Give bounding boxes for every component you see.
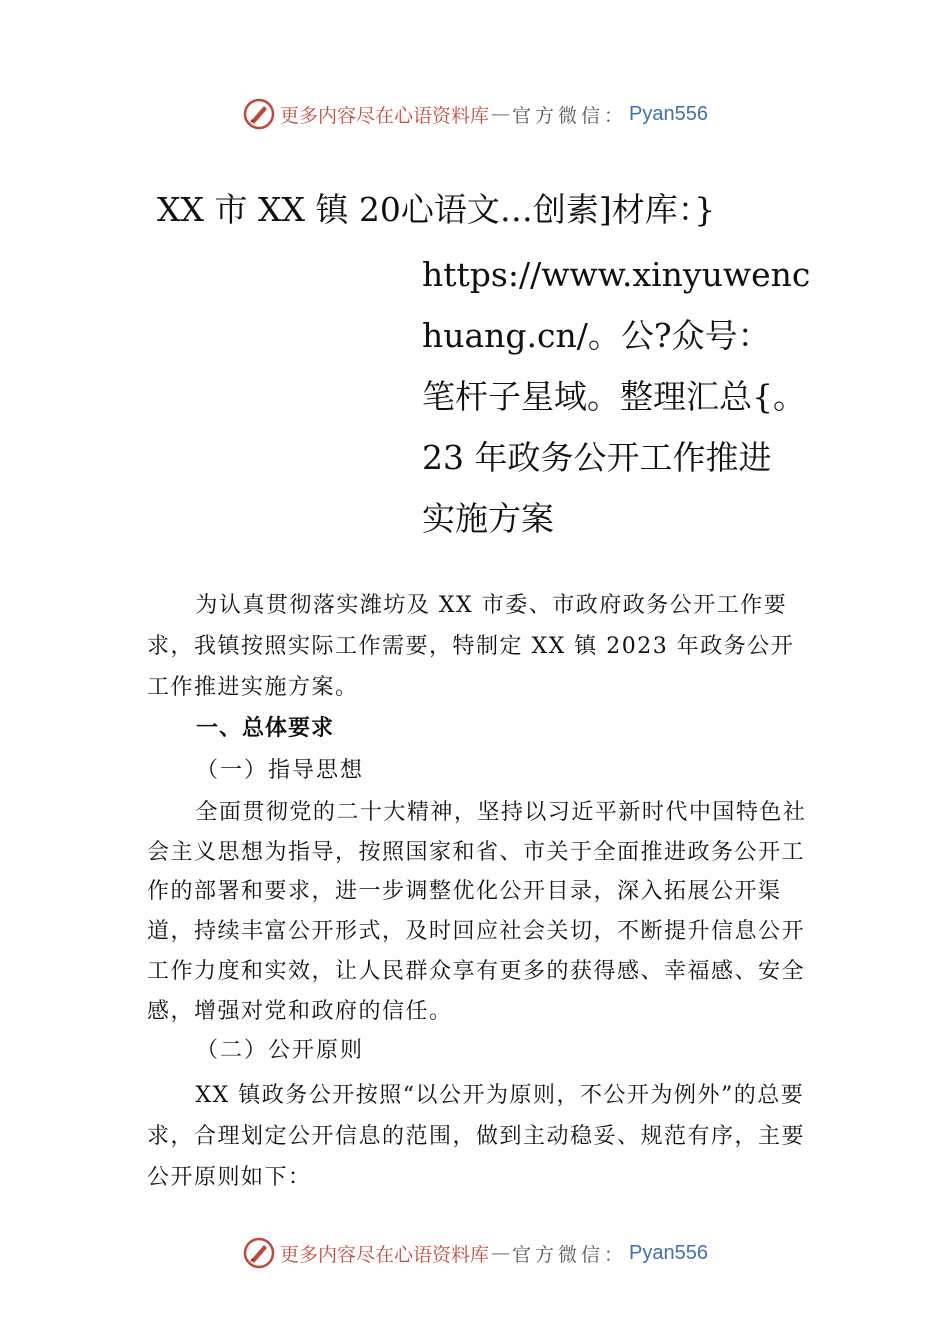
pen-logo-icon [242,1236,276,1270]
guiding-thought-text: 全面贯彻党的二十大精神，坚持以习近平新时代中国特色社会主义思想为指导，按照国家和省、市关于全面推进政务公开工作的部署和要求，进一步调整优化公开目录，深入拓展公开渠道，持续丰富公开形式，及时回应社会关切，不断提升信息公开工作力度和实效，让人民群众享有更多的获得感、幸福感、安全感，增强对党和政府的信任。 [147,800,807,1024]
principles-paragraph [147,1075,809,1198]
intro-text: 为认真贯彻落实潍坊及 XX 市委、市政府政务公开工作要求，我镇按照实际工作需要，特制定 XX 镇 2023 年政务公开工作推进实施方案。 [147,593,795,700]
intro-paragraph [147,585,809,708]
banner-wechat-id: Pyan556 [629,102,708,125]
section1-sub1-heading: （一）指导思想 [196,758,365,783]
banner-dash: — [491,1242,511,1264]
doc-title-line: huang.cn/。公?众号： [422,316,771,355]
banner-brand-text: 更多内容尽在心语资料库 [280,104,490,127]
principles-text: XX 镇政务公开按照“以公开为原则，不公开为例外”的总要求，合理划定公开信息的范围，做到主动稳妥、规范有序，主要公开原则如下： [147,1083,806,1190]
doc-title-block [422,244,832,549]
doc-title-line: 笔杆子星域。整理汇总{。 [422,377,806,416]
footer-banner [0,1236,950,1270]
banner-wechat-label: 官方微信： [512,1243,628,1266]
banner-wechat-label: 官方微信： [512,104,628,127]
guiding-thought-paragraph [147,793,809,1031]
doc-title-line: 23 年政务公开工作推进 [422,438,772,477]
doc-title-line1: XX 市 XX 镇 20心语文…创素]材库：} [157,190,716,229]
doc-title-line: https://www.xinyuwenc [422,255,811,294]
banner-brand-text: 更多内容尽在心语资料库 [280,1243,490,1266]
banner-dash: — [491,103,511,125]
banner-wechat-id: Pyan556 [629,1241,708,1264]
section1-sub2-heading: （二）公开原则 [196,1038,365,1063]
doc-title-line: 实施方案 [422,499,554,538]
section1-heading: 一、总体要求 [196,716,335,741]
pen-logo-icon [242,97,276,131]
header-banner [0,97,950,131]
